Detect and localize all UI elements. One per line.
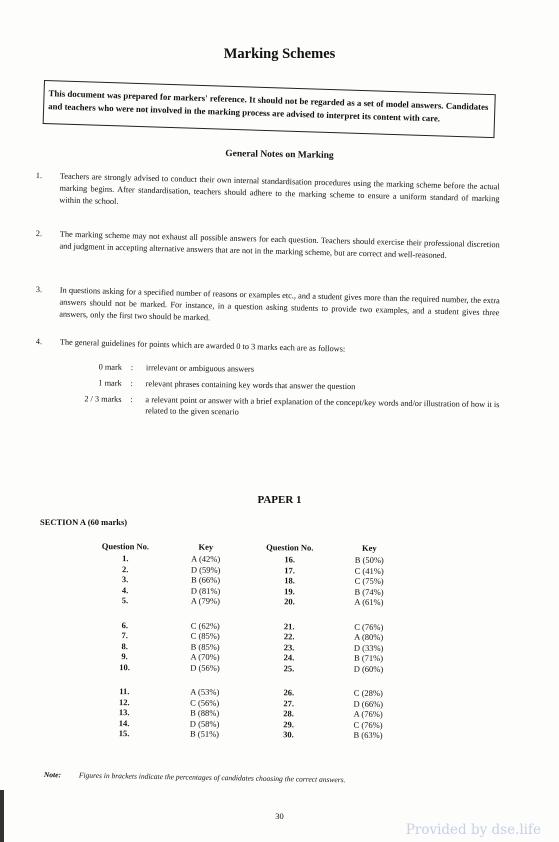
- question-number: 8.: [121, 640, 128, 651]
- question-number: 13.: [118, 707, 130, 718]
- footnote: [44, 770, 346, 784]
- disclaimer-box: This document was prepared for markers' reference. It should not be regarded as a set of model answers. Candidates and teachers who were not involved in the marking process are advised to interpret its content with care.: [43, 80, 496, 138]
- question-number: 27.: [283, 697, 295, 708]
- guideline-colon: :: [130, 378, 133, 389]
- guideline-colon: :: [130, 362, 134, 373]
- note-item: [35, 228, 499, 263]
- header-key: Key: [198, 541, 214, 552]
- question-number: 19.: [284, 585, 295, 596]
- guideline-desc: a relevant point or answer with a brief explanation of the concept/key words and/or illustration of how it is related to the given scenario: [145, 395, 500, 417]
- answer-key: A (61%): [354, 596, 384, 607]
- guideline-mark: 2 / 3 marks: [84, 394, 122, 404]
- table-row: [98, 595, 418, 608]
- answer-key: A (80%): [354, 631, 384, 642]
- page-number: 30: [275, 811, 284, 821]
- answer-key: C (28%): [353, 687, 383, 698]
- question-number: 20.: [284, 596, 295, 607]
- note-number: 1.: [35, 170, 43, 181]
- question-number: 6.: [121, 619, 129, 630]
- answer-key: C (76%): [353, 719, 383, 730]
- answer-key: C (41%): [354, 565, 384, 576]
- answer-key: D (81%): [190, 585, 221, 596]
- question-number: 4.: [121, 584, 129, 595]
- answer-key: D (60%): [353, 663, 384, 674]
- answer-key: B (51%): [189, 728, 220, 739]
- guideline-row: [60, 361, 500, 378]
- question-number: 28.: [283, 708, 294, 719]
- answer-key: D (59%): [190, 564, 221, 575]
- note-number: 4.: [35, 336, 43, 347]
- question-number: 2.: [121, 563, 129, 574]
- answer-key-table: [97, 541, 418, 741]
- question-number: 14.: [118, 717, 130, 728]
- question-number: 16.: [284, 554, 296, 565]
- question-number: 5.: [121, 595, 129, 606]
- section-heading: SECTION A (60 marks): [40, 517, 128, 527]
- paper-heading: PAPER 1: [257, 494, 302, 506]
- note-number: 3.: [35, 284, 43, 295]
- note-item: [36, 336, 500, 359]
- header-key: Key: [361, 542, 377, 553]
- question-number: 29.: [283, 718, 294, 729]
- table-body: [97, 553, 418, 741]
- answer-key: B (85%): [190, 641, 220, 652]
- guideline-desc: irrelevant or ambiguous answers: [145, 363, 255, 374]
- question-number: 25.: [283, 662, 295, 673]
- table-row: [97, 728, 417, 741]
- page-title: Marking Schemes: [223, 46, 336, 62]
- guideline-row: [59, 393, 499, 421]
- answer-key: A (70%): [190, 651, 220, 662]
- marking-guidelines: [59, 361, 500, 426]
- note-text: The general guidelines for points which are awarded 0 to 3 marks each are as follows:: [59, 337, 346, 354]
- table-row: [97, 661, 417, 674]
- answer-key: C (76%): [354, 621, 384, 632]
- header-question-no: Question No.: [266, 542, 314, 553]
- note-item: [35, 284, 500, 331]
- question-number: 30.: [283, 729, 294, 740]
- answer-key: B (66%): [191, 574, 221, 585]
- note-number: 2.: [35, 228, 43, 239]
- note-text: The marking scheme may not exhaust all possible answers for each question. Teachers should exercise their professional discretion and judgment in accepting alternative answers that are not in the marking scheme, but are correct and well-reasoned.: [59, 229, 500, 261]
- answer-key: B (74%): [354, 586, 384, 597]
- general-notes-heading: General Notes on Marking: [225, 149, 334, 161]
- answer-key: A (53%): [190, 686, 220, 697]
- note-item: [35, 170, 500, 217]
- guideline-desc: relevant phrases containing key words that answer the question: [145, 379, 356, 392]
- answer-key: C (75%): [354, 575, 384, 586]
- answer-key: B (71%): [354, 652, 384, 663]
- question-number: 26.: [283, 687, 295, 698]
- guideline-mark: 1 mark: [98, 378, 122, 388]
- question-number: 10.: [119, 661, 130, 672]
- question-number: 12.: [118, 696, 130, 707]
- answer-key: D (58%): [189, 718, 220, 729]
- answer-key: C (56%): [190, 697, 220, 708]
- question-number: 1.: [122, 553, 129, 564]
- answer-key: B (50%): [354, 554, 384, 565]
- guideline-row: [60, 377, 500, 394]
- answer-key: B (63%): [353, 729, 383, 740]
- question-number: 24.: [283, 652, 295, 663]
- answer-key: D (56%): [190, 662, 220, 673]
- answer-key: A (42%): [191, 553, 221, 564]
- question-number: 11.: [119, 686, 130, 697]
- question-number: 3.: [121, 574, 129, 585]
- answer-key: A (76%): [353, 708, 383, 719]
- answer-key: D (33%): [353, 642, 384, 653]
- answer-key: B (88%): [190, 707, 220, 718]
- watermark: Provided by dse.life: [405, 822, 541, 838]
- answer-key: C (85%): [190, 630, 220, 641]
- answer-key: C (62%): [190, 620, 220, 631]
- question-number: 22.: [283, 631, 295, 642]
- question-number: 18.: [284, 575, 295, 586]
- footnote-label: Note:: [43, 770, 62, 780]
- question-number: 7.: [121, 630, 128, 641]
- note-text: In questions asking for a specified number of reasons or examples etc., and a student gives more than the required number, the extra answers should not be marked. For instance, in a question asking students to provide two examples, and a student gives three answers, only the first two should be marked.: [59, 285, 500, 323]
- guideline-mark: 0 mark: [98, 362, 122, 372]
- page-edge-shadow: [0, 790, 4, 842]
- question-number: 23.: [283, 641, 295, 652]
- answer-key: A (79%): [190, 595, 220, 606]
- footnote-text: Figures in brackets indicate the percentages of candidates choosing the correct answers.: [78, 770, 346, 785]
- note-text: Teachers are strongly advised to conduct their own internal standardisation procedures using the marking scheme before the actual marking begins. After standardisation, teachers should adhere to the marking scheme to ensure a uniform standard of marking within the school.: [59, 171, 500, 207]
- guideline-colon: :: [130, 394, 133, 405]
- question-number: 17.: [284, 564, 295, 575]
- question-number: 9.: [121, 651, 128, 662]
- question-number: 15.: [118, 728, 130, 739]
- question-number: 21.: [283, 620, 295, 631]
- answer-key: D (66%): [353, 698, 384, 709]
- header-question-no: Question No.: [101, 541, 150, 552]
